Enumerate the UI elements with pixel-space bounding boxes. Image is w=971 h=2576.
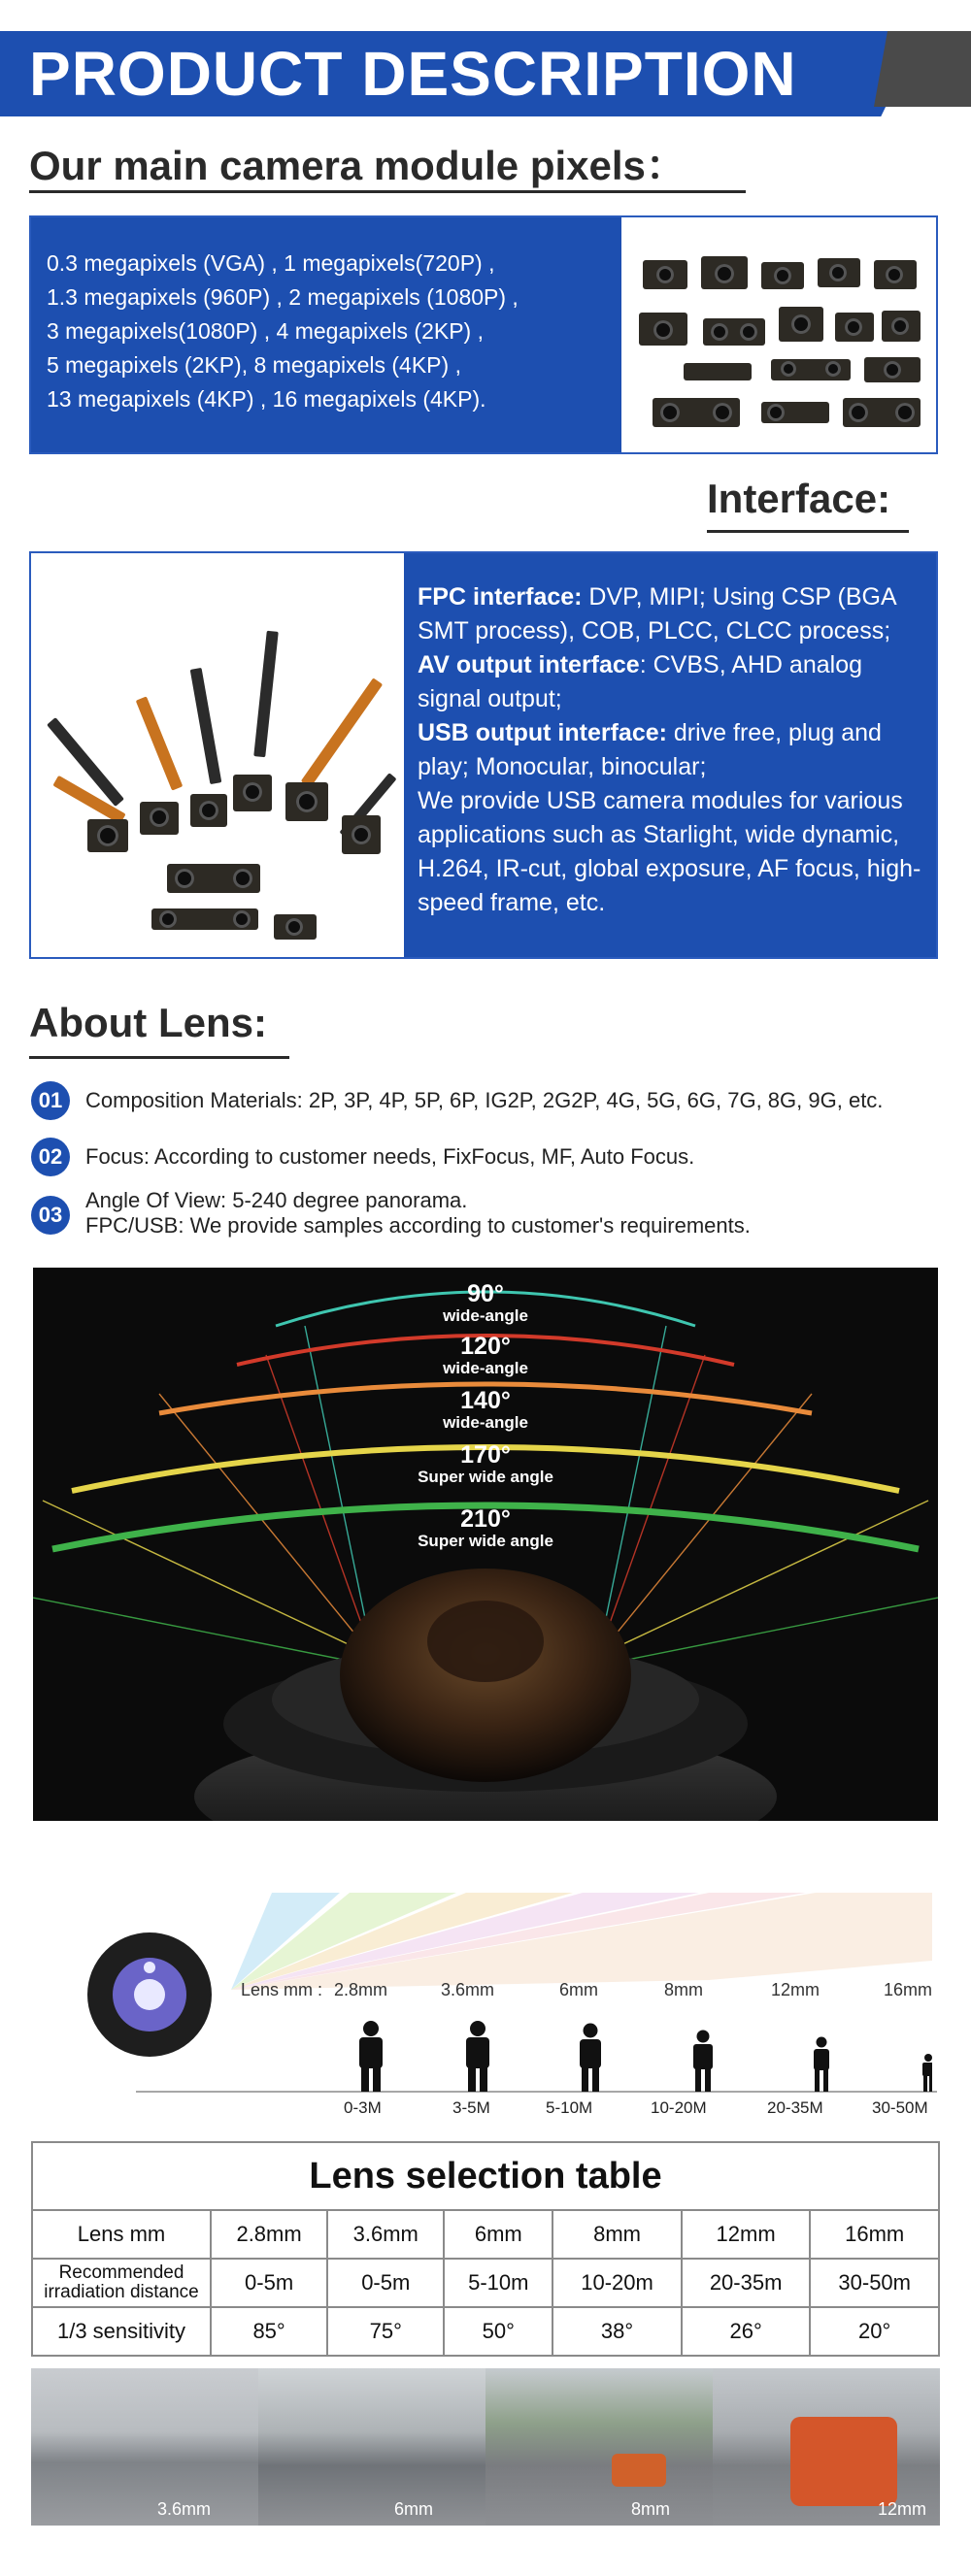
lens-mm-lead: Lens mm : <box>241 1980 323 1999</box>
table-cell: 50° <box>444 2307 552 2356</box>
usb-interface-text: drive free, plug and play; Monocular, binocular; <box>418 719 882 780</box>
lens-distance-diagram <box>29 1873 942 2126</box>
table-cell: 20° <box>810 2307 939 2356</box>
distance-label: 3-5M <box>452 2098 490 2117</box>
table-cell: 20-35m <box>682 2259 811 2307</box>
pixels-line: 1.3 megapixels (960P) , 2 megapixels (1080P) , <box>47 284 519 310</box>
table-cell: 5-10m <box>444 2259 552 2307</box>
lens-mm-label: 8mm <box>664 1980 703 1999</box>
lens-heading: About Lens: <box>29 1000 267 1045</box>
av-interface-text: : CVBS, AHD analog signal output; <box>418 651 863 712</box>
street-photo <box>713 2368 940 2526</box>
lens-materials-text: Composition Materials: 2P, 3P, 4P, 5P, 6P, IG2P, 2G2P, 4G, 5G, 6G, 7G, 8G, 9G, etc. <box>85 1088 884 1112</box>
table-cell: 2.8mm <box>211 2210 327 2259</box>
table-cell: 6mm <box>444 2210 552 2259</box>
table-cell: 10-20m <box>552 2259 682 2307</box>
street-photo <box>258 2368 486 2526</box>
table-cell: 38° <box>552 2307 682 2356</box>
pixels-panel <box>29 215 938 454</box>
table-row <box>32 2307 939 2356</box>
distance-label: 10-20M <box>651 2098 707 2117</box>
table-row <box>32 2210 939 2259</box>
lens-mm-label: 3.6mm <box>441 1980 495 1999</box>
distance-label: 30-50M <box>872 2098 928 2117</box>
table-row-label: Recommended irradiation distance <box>32 2259 211 2307</box>
pixels-line: 3 megapixels(1080P) , 4 megapixels (2KP) , <box>47 318 484 344</box>
street-photo-caption: 3.6mm <box>157 2499 212 2519</box>
camera-modules-image <box>625 217 936 452</box>
lens-mm-label: 12mm <box>771 1980 820 1999</box>
cable-modules-image <box>31 553 404 957</box>
fpc-interface-label: FPC interface: <box>418 583 583 611</box>
interface-heading-underline <box>707 530 909 533</box>
table-cell: 26° <box>682 2307 811 2356</box>
lens-selection-table <box>31 2141 940 2357</box>
lens-mm-label: 16mm <box>884 1980 933 1999</box>
street-photo-caption: 8mm <box>631 2499 670 2519</box>
pixels-text-box <box>31 217 621 452</box>
pixels-line: 13 megapixels (4KP) , 16 megapixels (4KP). <box>47 386 486 412</box>
interface-panel <box>29 551 938 959</box>
distance-label: 20-35M <box>767 2098 823 2117</box>
table-cell: 75° <box>327 2307 444 2356</box>
table-row-label: 1/3 sensitivity <box>32 2307 211 2356</box>
angle-label-210: 210° Super wide angle <box>418 1505 553 1550</box>
angle-label-170: 170° Super wide angle <box>418 1441 553 1486</box>
interface-heading: Interface: <box>707 476 891 521</box>
table-title: Lens selection table <box>32 2142 939 2210</box>
lens-focus-text: Focus: According to customer needs, FixFocus, MF, Auto Focus. <box>85 1144 695 1169</box>
list-number-badge: 01 <box>31 1081 70 1120</box>
table-cell: 0-5m <box>327 2259 444 2307</box>
street-photo <box>31 2368 258 2526</box>
angle-label-90: 90° wide-angle <box>443 1280 528 1325</box>
angle-label-120: 120° wide-angle <box>443 1333 528 1377</box>
usb-applications-text: We provide USB camera modules for various applications such as Starlight, wide dynamic, H.264, IR-cut, global exposure, AF focus, high-speed frame, etc. <box>418 787 921 916</box>
person-figures <box>350 2021 932 2093</box>
angle-of-view-image <box>33 1268 938 1821</box>
table-cell: 3.6mm <box>327 2210 444 2259</box>
table-cell: 0-5m <box>211 2259 327 2307</box>
table-cell: 30-50m <box>810 2259 939 2307</box>
angle-label-140: 140° wide-angle <box>443 1387 528 1432</box>
lens-mm-label: 6mm <box>559 1980 598 1999</box>
distance-label: 0-3M <box>344 2098 382 2117</box>
pixels-heading-underline <box>29 190 746 193</box>
banner-accent <box>874 31 971 107</box>
table-cell: 8mm <box>552 2210 682 2259</box>
list-number-badge: 03 <box>31 1196 70 1235</box>
lens-samples-text: FPC/USB: We provide samples according to customer's requirements. <box>85 1213 751 1238</box>
table-cell: 12mm <box>682 2210 811 2259</box>
street-photo <box>486 2368 713 2526</box>
table-cell: 16mm <box>810 2210 939 2259</box>
list-number-badge: 02 <box>31 1138 70 1176</box>
street-photo-caption: 12mm <box>878 2499 927 2519</box>
table-row-label: Lens mm <box>32 2210 211 2259</box>
table-cell: 85° <box>211 2307 327 2356</box>
lens-angle-text: Angle Of View: 5-240 degree panorama. <box>85 1188 468 1212</box>
table-row <box>32 2259 939 2307</box>
page-title: PRODUCT DESCRIPTION <box>29 39 797 109</box>
usb-interface-label: USB output interface: <box>418 719 667 746</box>
interface-text-box <box>404 553 936 957</box>
street-photo-caption: 6mm <box>394 2499 433 2519</box>
focal-length-comparison-photos <box>31 2368 940 2526</box>
pixels-line: 0.3 megapixels (VGA) , 1 megapixels(720P) , <box>47 250 495 276</box>
pixels-heading: Our main camera module pixels： <box>29 143 686 188</box>
fpc-interface-text: DVP, MIPI; Using CSP (BGA SMT process), COB, PLCC, CLCC process; <box>418 583 896 644</box>
distance-label: 5-10M <box>546 2098 593 2117</box>
lens-heading-underline <box>29 1056 289 1059</box>
lens-mm-label: 2.8mm <box>334 1980 388 1999</box>
av-interface-label: AV output interface <box>418 651 640 678</box>
pixels-line: 5 megapixels (2KP), 8 megapixels (4KP) , <box>47 352 461 378</box>
